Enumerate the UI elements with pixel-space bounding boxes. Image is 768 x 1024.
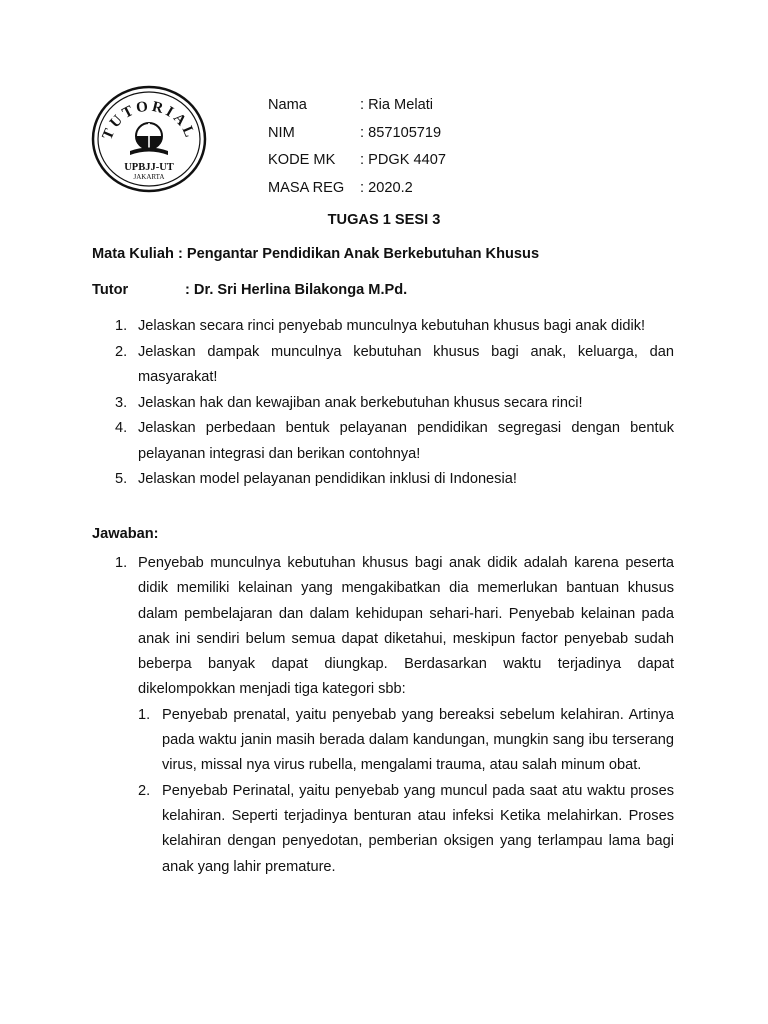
identity-row-kode-mk [268,148,446,176]
sub-answer-item [138,779,674,880]
answer-sublist [138,703,674,880]
question-number: 4. [115,420,128,436]
question-number: 2. [115,343,128,360]
identity-row-nim [268,121,446,149]
sub-answer-number: 2. [138,782,151,799]
question-text: Jelaskan dampak munculnya kebutuhan khusus bagi anak, keluarga, dan masyarakat! [138,343,674,385]
document-title: TUGAS 1 SESI 3 [327,212,441,228]
answer-text: Penyebab munculnya kebutuhan khusus bagi anak didik adalah karena peserta didik memiliki kelainan yang mengakibatkan dia memerlukan bantuan khusus dalam pembelajaran dan dalam kehidupan sehari-hari. Penyebab kelainan pada anak ini sendiri belum semua dapat diketahui, meskipun factor penyebab sudah beberpa banyak dapat diungkap. Berdasarkan waktu terjadinya dapat dikelompokkan menjadi tiga kategori sbb: [138,555,674,698]
question-text: Jelaskan secara rinci penyebab munculnya kebutuhan khusus bagi anak didik! [138,318,646,334]
identity-value: : 2020.2 [360,179,413,196]
tutor-label: Tutor [92,282,129,298]
sub-answer-text: Penyebab Perinatal, yaitu penyebab yang muncul pada saat atu waktu proses kelahiran. Seperti terjadinya benturan atau infeksi Ketika melahirkan. Proses kelahiran dengan penyedotan, pemberian oksigen yang terlampau lama bagi anak yang lahir premature. [162,782,674,875]
identity-label: NIM [268,124,295,141]
answers-heading: Jawaban: [92,526,159,542]
answer-number: 1. [115,555,128,571]
stamp-arc-text: TUTORIAL [99,98,199,143]
question-item [92,340,674,391]
identity-label: KODE MK [268,152,336,168]
answer-item [92,551,674,880]
question-number: 1. [115,318,128,334]
question-item [92,416,674,467]
question-text: Jelaskan model pelayanan pendidikan inklusi di Indonesia! [138,471,517,487]
identity-value: : PDGK 4407 [360,152,446,168]
question-number: 3. [115,394,128,411]
tutorial-stamp [90,84,208,194]
sub-answer-text: Penyebab prenatal, yaitu penyebab yang bereaksi sebelum kelahiran. Artinya pada waktu janin masih berada dalam kandungan, mungkin sang ibu terserang virus, missal nya virus rubella, mengalami trauma, atau salah minum obat. [162,706,674,774]
student-identity [268,93,446,203]
question-item [92,391,674,417]
tutor-value: : Dr. Sri Herlina Bilakonga M.Pd. [185,282,408,298]
identity-row-masa-reg [268,176,446,204]
question-text: Jelaskan hak dan kewajiban anak berkebutuhan khusus secara rinci! [138,394,583,411]
identity-value: : Ria Melati [360,97,433,113]
question-item [92,467,674,493]
question-item [92,314,674,340]
stamp-bottom-line1: UPBJJ-UT [124,162,174,173]
answer-list [92,551,674,880]
identity-row-nama [268,93,446,121]
course-text: Mata Kuliah : Pengantar Pendidikan Anak Berkebutuhan Khusus [92,246,540,262]
sub-answer-item [138,703,674,779]
question-number: 5. [115,471,128,487]
question-text: Jelaskan perbedaan bentuk pelayanan pendidikan segregasi dengan bentuk pelayanan integrasi dan berikan contohnya! [138,420,674,462]
identity-value: : 857105719 [360,124,442,141]
tutor-line [92,282,407,298]
identity-label: MASA REG [268,179,345,196]
stamp-bottom-line2: JAKARTA [133,173,165,181]
question-list [92,314,674,493]
stamp-emblem [90,84,208,194]
identity-label: Nama [268,97,307,113]
sub-answer-number: 1. [138,706,151,723]
course-line [92,246,539,262]
